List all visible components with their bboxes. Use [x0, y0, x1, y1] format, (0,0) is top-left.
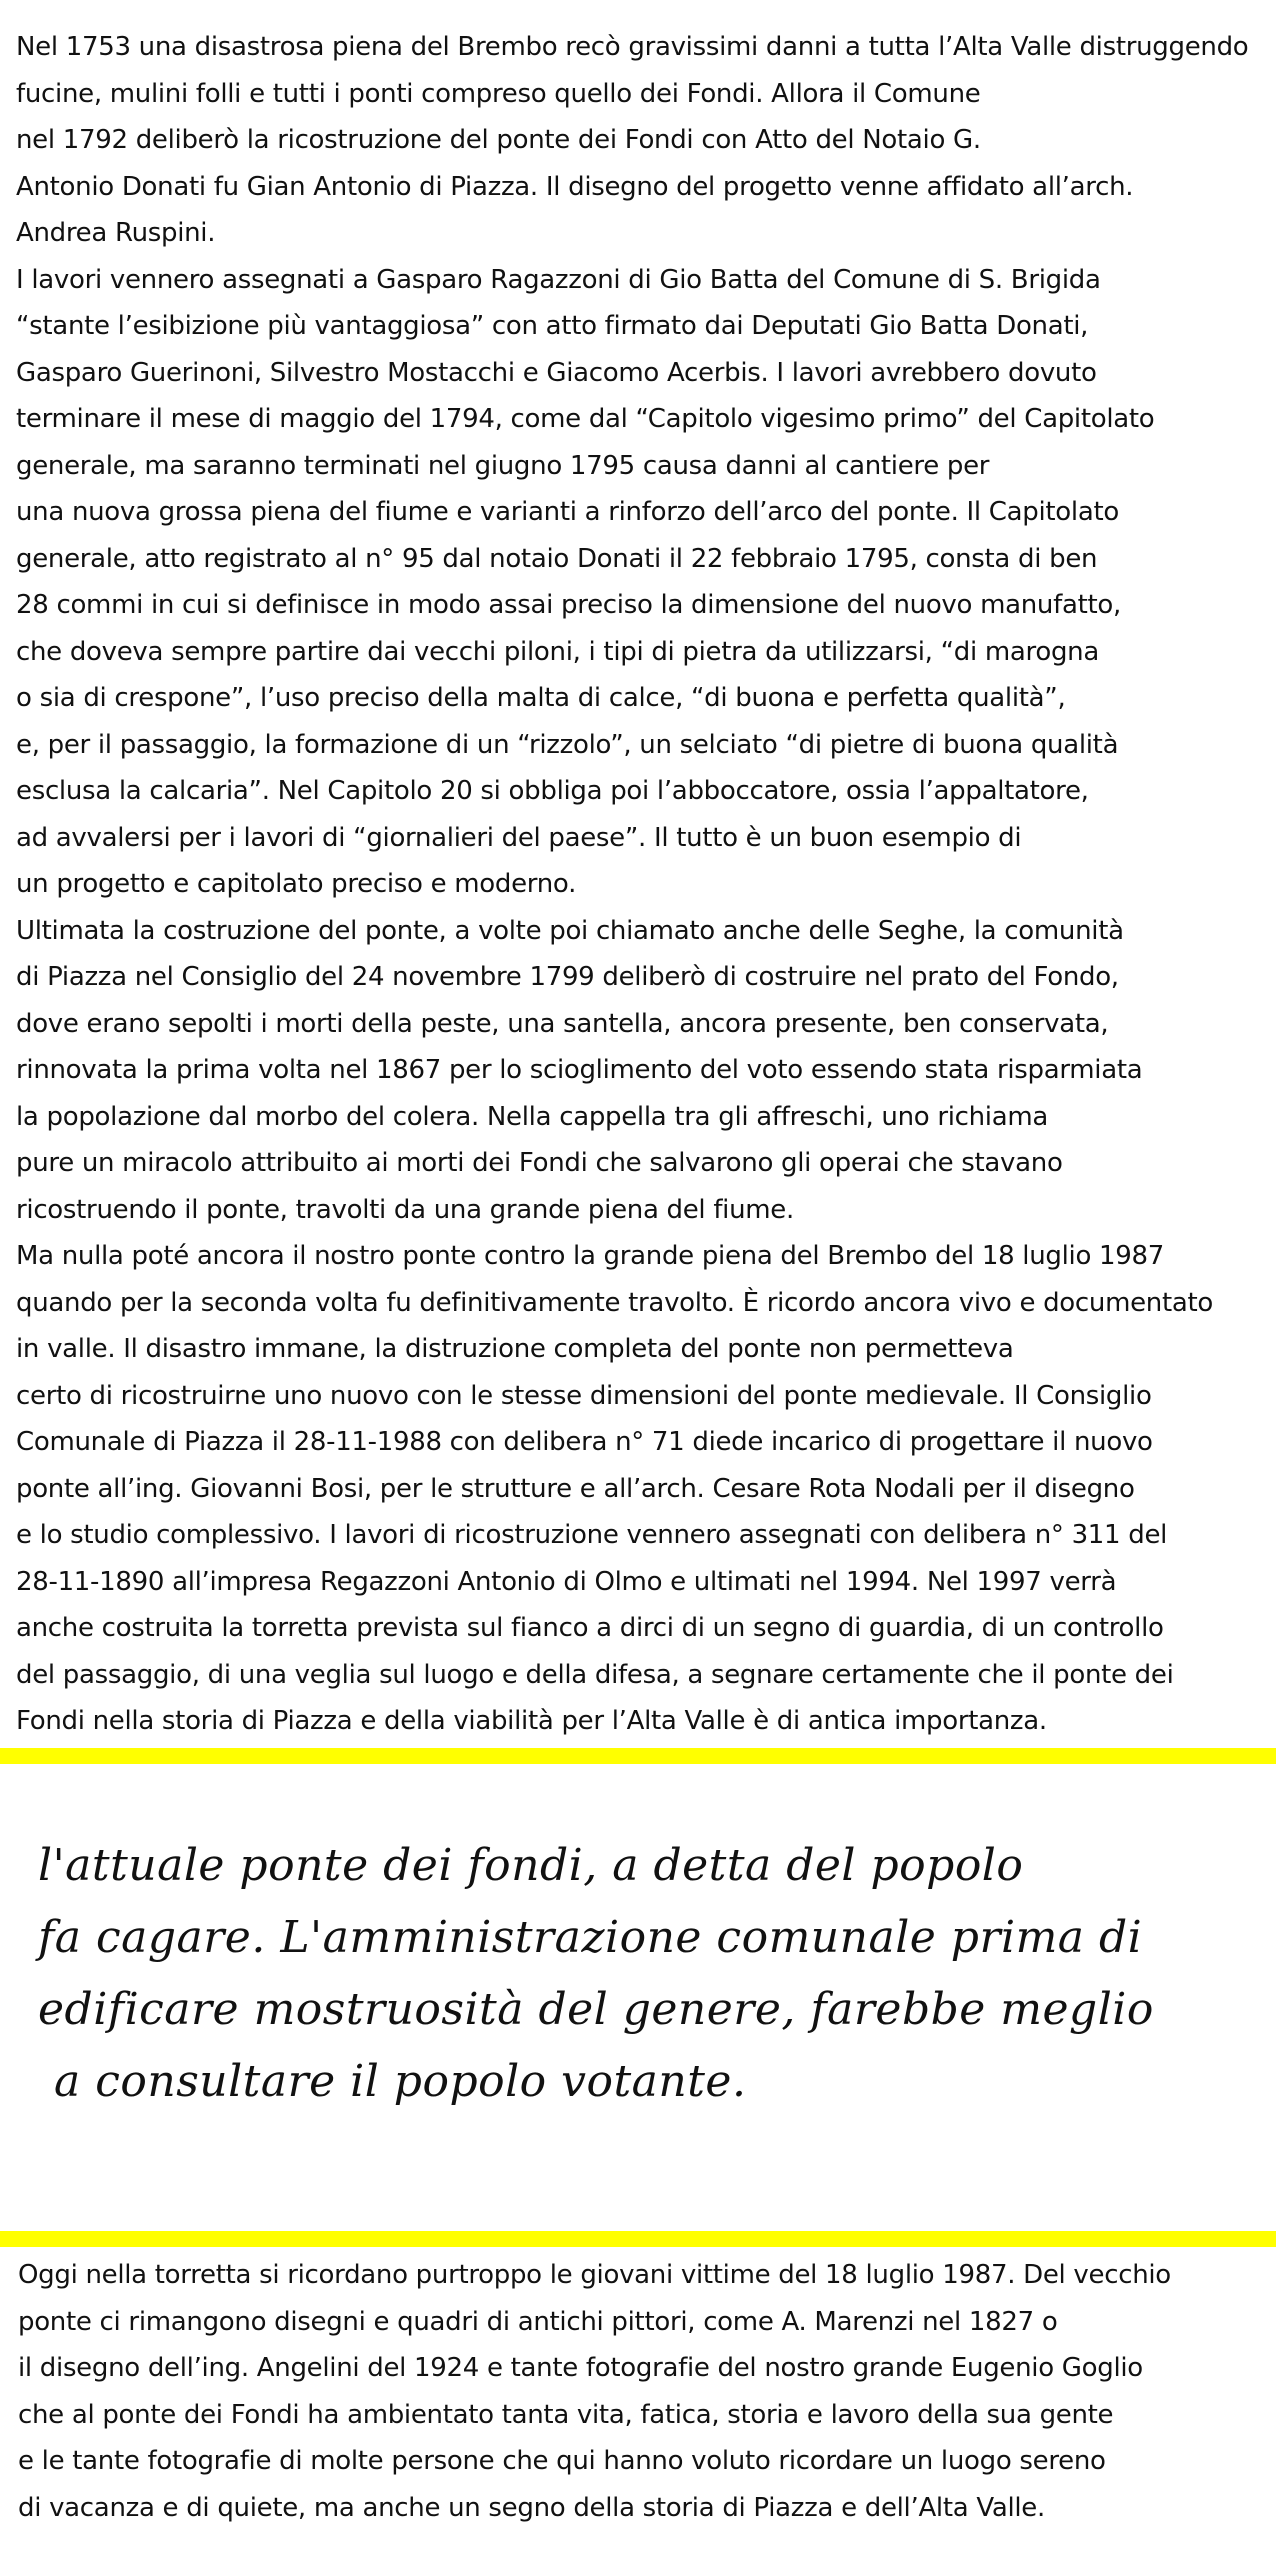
text-line: quando per la seconda volta fu definitivamente travolto. È ricordo ancora vivo e documentato: [16, 1287, 1214, 1318]
article-body-top: [16, 24, 1266, 1745]
text-line: generale, ma saranno terminati nel giugno 1795 causa danni al cantiere per: [16, 450, 990, 481]
handwritten-note: [38, 1830, 1258, 2118]
article-body-bottom: [18, 2252, 1268, 2531]
text-line: Ultimata la costruzione del ponte, a volte poi chiamato anche delle Seghe, la comunità: [16, 915, 1124, 946]
text-line: terminare il mese di maggio del 1794, come dal “Capitolo vigesimo primo” del Capitolato: [16, 404, 1155, 434]
text-line: di vacanza e di quiete, ma anche un segno della storia di Piazza e dell’Alta Valle.: [18, 2492, 1045, 2523]
text-line: e lo studio complessivo. I lavori di ricostruzione vennero assegnati con delibera n° 311 del: [16, 1520, 1168, 1550]
text-line: in valle. Il disastro immane, la distruzione completa del ponte non permetteva: [16, 1334, 1014, 1364]
handwritten-line: edificare mostruosità del genere, farebbe meglio: [38, 1984, 1154, 2035]
text-line: del passaggio, di una veglia sul luogo e della difesa, a segnare certamente che il ponte dei: [16, 1659, 1174, 1690]
text-line: Ma nulla poté ancora il nostro ponte contro la grande piena del Brembo del 18 luglio 1987: [16, 1241, 1164, 1271]
text-line: pure un miracolo attribuito ai morti dei Fondi che salvarono gli operai che stavano: [16, 1148, 1063, 1178]
text-line: ponte ci rimangono disegni e quadri di antichi pittori, come A. Marenzi nel 1827 o: [18, 2306, 1058, 2337]
text-line: che al ponte dei Fondi ha ambientato tanta vita, fatica, storia e lavoro della sua gente: [18, 2399, 1114, 2430]
text-line: Andrea Ruspini.: [16, 218, 216, 248]
text-line: o sia di crespone”, l’uso preciso della malta di calce, “di buona e perfetta qualità”,: [16, 683, 1066, 713]
text-line: la popolazione dal morbo del colera. Nella cappella tra gli affreschi, uno richiama: [16, 1101, 1049, 1132]
text-line: generale, atto registrato al n° 95 dal notaio Donati il 22 febbraio 1795, consta di ben: [16, 543, 1098, 574]
text-line: una nuova grossa piena del fiume e varianti a rinforzo dell’arco del ponte. Il Capitolato: [16, 497, 1119, 527]
text-line: e le tante fotografie di molte persone che qui hanno voluto ricordare un luogo sereno: [18, 2446, 1106, 2476]
text-line: che doveva sempre partire dai vecchi piloni, i tipi di pietra da utilizzarsi, “di marogna: [16, 636, 1099, 667]
text-line: nel 1792 deliberò la ricostruzione del ponte dei Fondi con Atto del Notaio G.: [16, 125, 981, 155]
text-line: Fondi nella storia di Piazza e della viabilità per l’Alta Valle è di antica importanza.: [16, 1706, 1047, 1736]
text-line: ricostruendo il ponte, travolti da una grande piena del fiume.: [16, 1194, 794, 1225]
text-line: certo di ricostruirne uno nuovo con le stesse dimensioni del ponte medievale. Il Consiglio: [16, 1380, 1152, 1411]
text-line: Oggi nella torretta si ricordano purtroppo le giovani vittime del 18 luglio 1987. Del vecchio: [18, 2260, 1171, 2290]
text-line: e, per il passaggio, la formazione di un “rizzolo”, un selciato “di pietre di buona qualità: [16, 729, 1119, 760]
text-line: rinnovata la prima volta nel 1867 per lo scioglimento del voto essendo stata risparmiata: [16, 1055, 1143, 1085]
yellow-divider-bottom: [0, 2231, 1276, 2247]
text-line: il disegno dell’ing. Angelini del 1924 e tante fotografie del nostro grande Eugenio Goglio: [18, 2353, 1143, 2383]
text-line: Comunale di Piazza il 28-11-1988 con delibera n° 71 diede incarico di progettare il nuovo: [16, 1427, 1153, 1457]
text-line: fucine, mulini folli e tutti i ponti compreso quello dei Fondi. Allora il Comune: [16, 78, 981, 109]
text-line: 28 commi in cui si definisce in modo assai preciso la dimensione del nuovo manufatto,: [16, 590, 1121, 620]
text-line: un progetto e capitolato preciso e moderno.: [16, 869, 577, 899]
text-line: ponte all’ing. Giovanni Bosi, per le strutture e all’arch. Cesare Rota Nodali per il disegno: [16, 1473, 1135, 1504]
text-line: dove erano sepolti i morti della peste, una santella, ancora presente, ben conservata,: [16, 1008, 1109, 1039]
text-line: Gasparo Guerinoni, Silvestro Mostacchi e Giacomo Acerbis. I lavori avrebbero dovuto: [16, 357, 1097, 388]
text-line: ad avvalersi per i lavori di “giornalieri del paese”. Il tutto è un buon esempio di: [16, 822, 1022, 853]
text-line: “stante l’esibizione più vantaggiosa” con atto firmato dai Deputati Gio Batta Donati,: [16, 311, 1089, 341]
yellow-divider-top: [0, 1748, 1276, 1764]
text-line: 28-11-1890 all’impresa Regazzoni Antonio di Olmo e ultimati nel 1994. Nel 1997 verrà: [16, 1566, 1117, 1597]
text-line: di Piazza nel Consiglio del 24 novembre 1799 deliberò di costruire nel prato del Fondo,: [16, 962, 1119, 992]
handwritten-line: a consultare il popolo votante.: [54, 2056, 747, 2107]
text-line: Nel 1753 una disastrosa piena del Brembo recò gravissimi danni a tutta l’Alta Valle distruggendo: [16, 32, 1249, 62]
text-line: Antonio Donati fu Gian Antonio di Piazza. Il disegno del progetto venne affidato all’arch.: [16, 171, 1134, 202]
handwritten-line: fa cagare. L'amministrazione comunale prima di: [38, 1912, 1143, 1963]
text-line: anche costruita la torretta prevista sul fianco a dirci di un segno di guardia, di un controllo: [16, 1613, 1164, 1643]
text-line: I lavori vennero assegnati a Gasparo Ragazzoni di Gio Batta del Comune di S. Brigida: [16, 264, 1101, 295]
handwritten-line: l'attuale ponte dei fondi, a detta del popolo: [38, 1840, 1024, 1891]
text-line: esclusa la calcaria”. Nel Capitolo 20 si obbliga poi l’abboccatore, ossia l’appaltatore,: [16, 776, 1089, 806]
